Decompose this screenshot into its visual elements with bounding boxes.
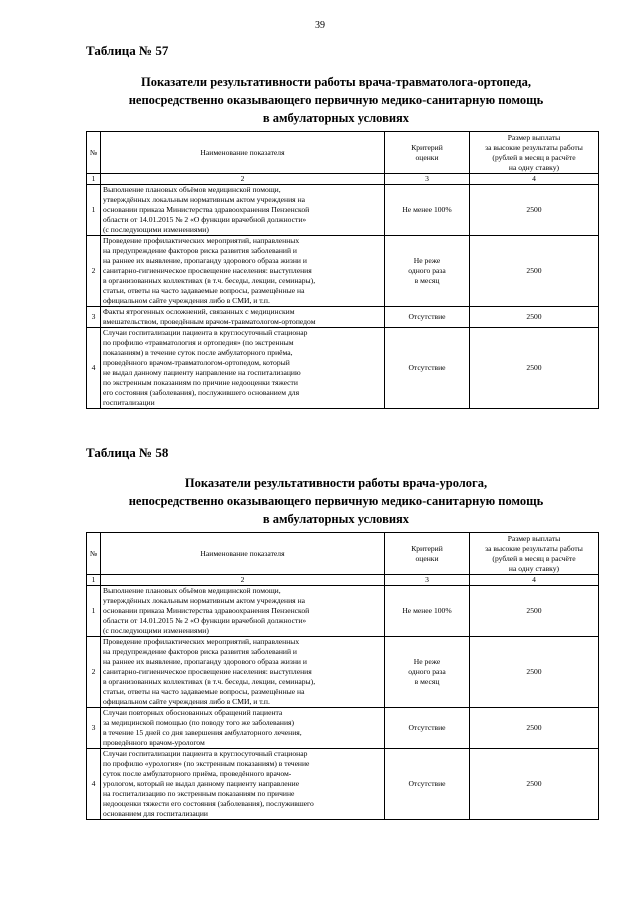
indicator-name (101, 586, 385, 637)
header-criterion (385, 533, 470, 575)
title-line: непосредственно оказывающего первичную медико-санитарную помощь (128, 93, 544, 107)
indicator-line: по профилю «урология» (по экстренным показаниям) в течение (103, 759, 310, 768)
header-line: оценки (415, 553, 439, 563)
criterion-line: Не менее 100% (402, 205, 452, 214)
column-number: 2 (101, 174, 385, 185)
payment-amount: 2500 (470, 749, 599, 820)
table-row (87, 236, 599, 307)
header-no: № (87, 132, 101, 174)
indicator-line: санитарно-гигиеническое просвещение населения: выступления (103, 667, 312, 676)
header-line: (рублей в месяц в расчёте (492, 553, 576, 563)
criterion-line: в месяц (414, 677, 440, 686)
table-row (87, 307, 599, 328)
header-line: на одну ставку) (508, 162, 560, 172)
indicator-line: официальном сайте учреждения либо в СМИ, и т.п. (103, 697, 270, 706)
indicator-line: не выдал данному пациенту направление на госпитализацию (103, 368, 301, 377)
criterion (385, 307, 470, 328)
header-payment (470, 132, 599, 174)
indicator-line: на раннее их выявление, пропаганду здорового образа жизни и (103, 256, 307, 265)
column-number-row (87, 174, 599, 185)
indicator-line: Случаи госпитализации пациента в круглосуточный стационар (103, 328, 308, 337)
header-line: за высокие результаты работы (485, 543, 583, 553)
header-row (87, 533, 599, 575)
column-number: 3 (385, 174, 470, 185)
indicator-name (101, 708, 385, 749)
header-name: Наименование показателя (101, 533, 385, 575)
page-number: 39 (315, 20, 325, 31)
column-number-row (87, 575, 599, 586)
indicator-line: в организованных коллективах (в т.ч. беседы, лекции, семинары), (103, 677, 316, 686)
indicator-line: Выполнение плановых объёмов медицинской помощи, (103, 185, 281, 194)
indicator-line: суток после амбулаторного приёма, проведённого врачом- (103, 769, 292, 778)
column-number: 4 (470, 575, 599, 586)
indicator-line: проведённого врачом-травматологом-ортопедом, который (103, 358, 290, 367)
indicator-line: показаниям) в течение суток после амбулаторного приёма, (103, 348, 293, 357)
table-57-title (86, 73, 586, 127)
column-number: 2 (101, 575, 385, 586)
indicator-table-58 (86, 532, 599, 820)
indicator-line: (с последующими изменениями) (103, 626, 209, 635)
indicator-line: области от 14.01.2015 № 2 «О функции врачебной должности» (103, 215, 307, 224)
criterion-line: одного раза (408, 266, 446, 275)
indicator-line: Проведение профилактических мероприятий, направленных (103, 637, 300, 646)
header-line: Размер выплаты (507, 533, 561, 543)
header-line: Критерий (411, 142, 443, 152)
table-row (87, 637, 599, 708)
indicator-line: на предупреждение факторов риска развития заболеваний и (103, 246, 297, 255)
indicator-line: за медицинской помощью (по поводу того же заболевания) (103, 718, 295, 727)
criterion (385, 637, 470, 708)
table-row (87, 586, 599, 637)
table-57-label: Таблица № 57 (86, 43, 169, 58)
criterion-line: Отсутствие (408, 779, 446, 788)
header-row (87, 132, 599, 174)
row-number: 1 (87, 185, 101, 236)
indicator-line: области от 14.01.2015 № 2 «О функции врачебной должности» (103, 616, 307, 625)
indicator-line: на предупреждение факторов риска развития заболеваний и (103, 647, 297, 656)
title-line: в амбулаторных условиях (262, 111, 410, 125)
title-line: Показатели результативности работы врача-травматолога-ортопеда, (141, 75, 531, 89)
criterion-line: одного раза (408, 667, 446, 676)
header-line: оценки (415, 152, 439, 162)
indicator-line: на госпитализацию по экстренным показаниям по причине (103, 789, 295, 798)
criterion (385, 236, 470, 307)
criterion-line: Отсутствие (408, 363, 446, 372)
header-name: Наименование показателя (101, 132, 385, 174)
criterion (385, 749, 470, 820)
indicator-line: Факты ятрогенных осложнений, связанных с медицинским (103, 307, 295, 316)
indicator-line: основании приказа Министерства здравоохранения Пензенской (103, 606, 310, 615)
indicator-line: госпитализации (103, 398, 155, 407)
row-number: 1 (87, 586, 101, 637)
table-58-label: Таблица № 58 (86, 445, 169, 460)
indicator-line: на раннее их выявление, пропаганду здорового образа жизни и (103, 657, 307, 666)
payment-amount: 2500 (470, 637, 599, 708)
table-row (87, 185, 599, 236)
indicator-line: Случаи повторных обоснованных обращений пациента (103, 708, 283, 717)
indicator-line: Случаи госпитализации пациента в круглосуточный стационар (103, 749, 308, 758)
indicator-line: вмешательством, проведённым врачом-травматологом-ортопедом (103, 317, 316, 326)
row-number: 2 (87, 637, 101, 708)
table-row (87, 328, 599, 409)
criterion-line: в месяц (414, 276, 440, 285)
table-row (87, 749, 599, 820)
header-line: Размер выплаты (507, 132, 561, 142)
criterion-line: Отсутствие (408, 723, 446, 732)
indicator-name (101, 307, 385, 328)
indicator-line: по профилю «травматология и ортопедия» (по экстренным (103, 338, 294, 347)
column-number: 4 (470, 174, 599, 185)
payment-amount: 2500 (470, 328, 599, 409)
table-58-title (86, 474, 586, 528)
indicator-line: статьи, ответы на часто задаваемые вопросы, размещённые на (103, 286, 305, 295)
column-number: 3 (385, 575, 470, 586)
indicator-line: его состояния (заболевания), послужившего основанием для (103, 388, 300, 397)
criterion (385, 328, 470, 409)
row-number: 3 (87, 708, 101, 749)
criterion (385, 708, 470, 749)
payment-amount: 2500 (470, 185, 599, 236)
criterion-line: Не менее 100% (402, 606, 452, 615)
payment-amount: 2500 (470, 586, 599, 637)
criterion-line: Не реже (413, 256, 441, 265)
indicator-line: проведённого врачом-урологом (103, 738, 205, 747)
header-line: на одну ставку) (508, 563, 560, 573)
indicator-line: официальном сайте учреждения либо в СМИ, и т.п. (103, 296, 270, 305)
table-row (87, 708, 599, 749)
indicator-line: в организованных коллективах (в т.ч. беседы, лекции, семинары), (103, 276, 316, 285)
header-criterion (385, 132, 470, 174)
indicator-name (101, 185, 385, 236)
indicator-name (101, 749, 385, 820)
criterion-line: Отсутствие (408, 312, 446, 321)
indicator-line: недооценки тяжести его состояния (заболевания), послужившего (103, 799, 314, 808)
indicator-table-57 (86, 131, 599, 409)
indicator-line: основанием для госпитализации (103, 809, 208, 818)
indicator-line: утверждённых локальным нормативным актом учреждения на (103, 596, 306, 605)
criterion (385, 586, 470, 637)
row-number: 3 (87, 307, 101, 328)
indicator-line: урологом, который не выдал данному пациенту направление (103, 779, 300, 788)
title-line: непосредственно оказывающего первичную медико-санитарную помощь (128, 494, 544, 508)
title-line: Показатели результативности работы врача-уролога, (184, 476, 488, 490)
header-no: № (87, 533, 101, 575)
indicator-line: в течение 15 дней со дня завершения амбулаторного лечения, (103, 728, 302, 737)
column-number: 1 (87, 575, 101, 586)
column-number: 1 (87, 174, 101, 185)
indicator-line: санитарно-гигиеническое просвещение населения: выступления (103, 266, 312, 275)
indicator-line: Проведение профилактических мероприятий, направленных (103, 236, 300, 245)
indicator-name (101, 637, 385, 708)
row-number: 4 (87, 328, 101, 409)
indicator-line: основании приказа Министерства здравоохранения Пензенской (103, 205, 310, 214)
indicator-line: статьи, ответы на часто задаваемые вопросы, размещённые на (103, 687, 305, 696)
header-line: за высокие результаты работы (485, 142, 583, 152)
title-line: в амбулаторных условиях (262, 512, 410, 526)
indicator-name (101, 236, 385, 307)
payment-amount: 2500 (470, 708, 599, 749)
indicator-line: утверждённых локальным нормативным актом учреждения на (103, 195, 306, 204)
indicator-line: по экстренным показаниям по причине недооценки тяжести (103, 378, 298, 387)
row-number: 4 (87, 749, 101, 820)
payment-amount: 2500 (470, 236, 599, 307)
payment-amount: 2500 (470, 307, 599, 328)
criterion (385, 185, 470, 236)
header-line: Критерий (411, 543, 443, 553)
indicator-line: Выполнение плановых объёмов медицинской помощи, (103, 586, 281, 595)
indicator-name (101, 328, 385, 409)
row-number: 2 (87, 236, 101, 307)
header-payment (470, 533, 599, 575)
header-line: (рублей в месяц в расчёте (492, 152, 576, 162)
criterion-line: Не реже (413, 657, 441, 666)
indicator-line: (с последующими изменениями) (103, 225, 209, 234)
